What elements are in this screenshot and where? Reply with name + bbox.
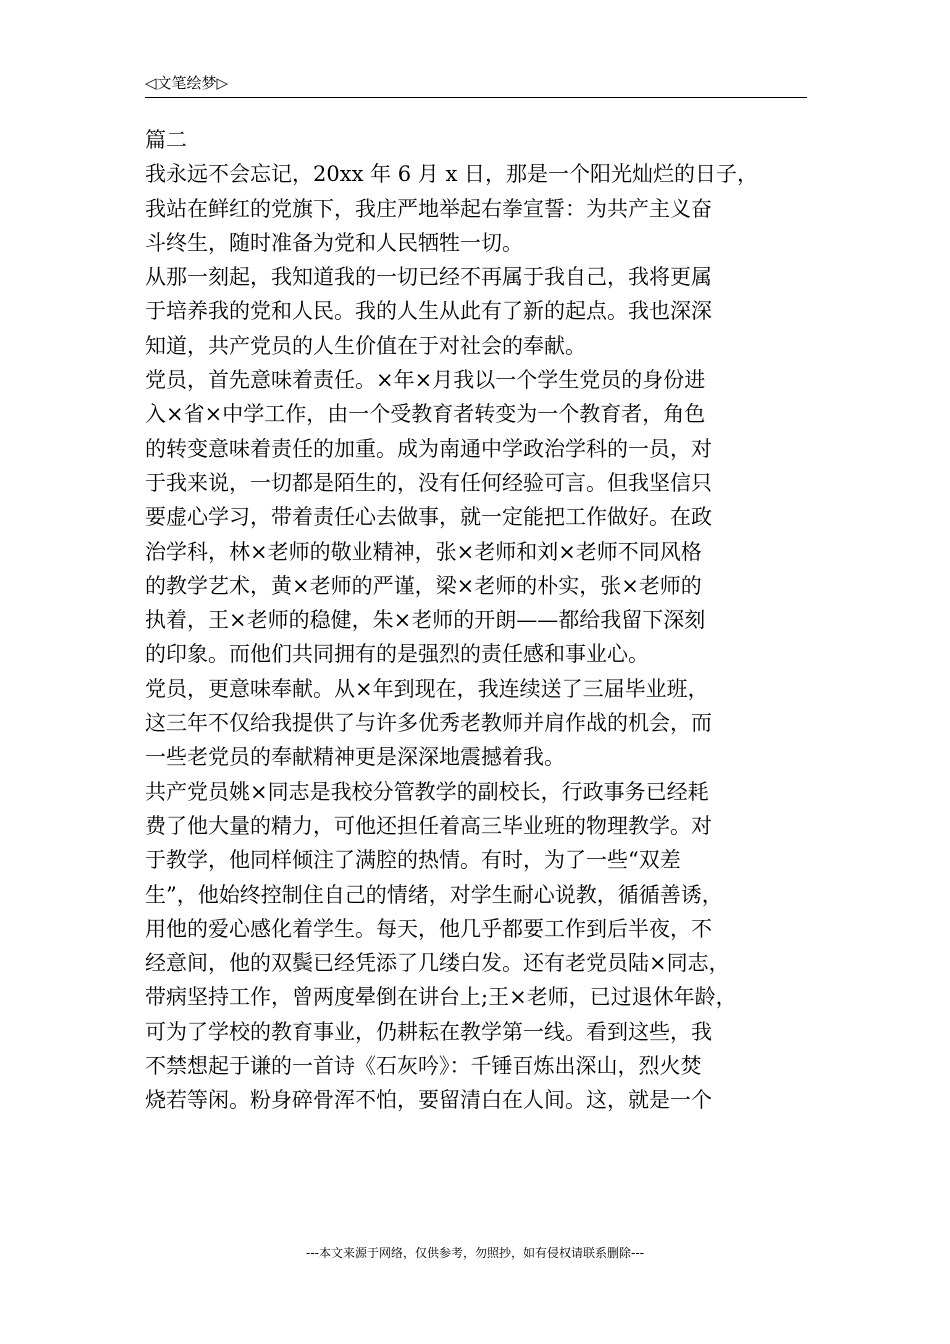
body-line: 党员，首先意味着责任。×年×月我以一个学生党员的身份进: [145, 368, 706, 393]
body-line: 带病坚持工作，曾两度晕倒在讲台上;王×老师，已过退休年龄，: [145, 985, 737, 1010]
body-line: 的印象。而他们共同拥有的是强烈的责任感和事业心。: [145, 642, 649, 667]
body-line: 的教学艺术，黄×老师的严谨，梁×老师的朴实，张×老师的: [145, 573, 702, 598]
section-title: 篇二: [145, 128, 187, 152]
body-line: 斗终生，随时准备为党和人民牺牲一切。: [145, 230, 523, 255]
body-line: 要虚心学习，带着责任心去做事，就一定能把工作做好。在政: [145, 505, 712, 530]
body-line: 不禁想起于谦的一首诗《石灰吟》：千锤百炼出深山，烈火焚: [145, 1054, 702, 1079]
header-rule: [145, 97, 807, 98]
body-line: 生”，他始终控制住自己的情绪，对学生耐心说教，循循善诱，: [145, 882, 723, 907]
body-line: 用他的爱心感化着学生。每天，他几乎都要工作到后半夜，不: [145, 916, 712, 941]
body-line: 烧若等闲。粉身碎骨浑不怕，要留清白在人间。这，就是一个: [145, 1088, 712, 1113]
body-line: 从那一刻起，我知道我的一切已经不再属于我自己，我将更属: [145, 265, 712, 290]
body-line: 费了他大量的精力，可他还担任着高三毕业班的物理教学。对: [145, 813, 712, 838]
body-line: 入×省×中学工作，由一个受教育者转变为一个教育者，角色: [145, 402, 706, 427]
page-header: ◁文笔绘梦▷: [145, 74, 229, 92]
body-line: 可为了学校的教育事业，仍耕耘在教学第一线。看到这些，我: [145, 1019, 712, 1044]
document-body: [145, 123, 815, 1118]
body-line: 经意间，他的双鬓已经凭添了几缕白发。还有老党员陆×同志，: [145, 951, 730, 976]
body-line: 治学科，林×老师的敬业精神，张×老师和刘×老师不同风格: [145, 539, 702, 564]
body-line: 一些老党员的奉献精神更是深深地震撼着我。: [145, 745, 565, 770]
body-line: 共产党员姚×同志是我校分管教学的副校长，行政事务已经耗: [145, 779, 709, 804]
body-line: 我站在鲜红的党旗下，我庄严地举起右拳宣誓：为共产主义奋: [145, 196, 712, 221]
body-line: 于我来说，一切都是陌生的，没有任何经验可言。但我坚信只: [145, 470, 712, 495]
body-line: 于教学，他同样倾注了满腔的热情。有时，为了一些“双差: [145, 848, 681, 873]
body-line: 执着，王×老师的稳健，朱×老师的开朗——都给我留下深刻: [145, 608, 706, 633]
body-line: 的转变意味着责任的加重。成为南通中学政治学科的一员，对: [145, 436, 712, 461]
body-line: 这三年不仅给我提供了与许多优秀老教师并肩作战的机会，而: [145, 711, 712, 736]
body-line: 党员，更意味奉献。从×年到现在，我连续送了三届毕业班，: [145, 676, 709, 701]
body-line: 于培养我的党和人民。我的人生从此有了新的起点。我也深深: [145, 299, 712, 324]
body-line: 我永远不会忘记，20xx 年 6 月 x 日，那是一个阳光灿烂的日子，: [145, 162, 758, 187]
body-line: 知道，共产党员的人生价值在于对社会的奉献。: [145, 333, 586, 358]
page-footer: ---本文来源于网络，仅供参考，勿照抄，如有侵权请联系删除---: [306, 1246, 644, 1260]
